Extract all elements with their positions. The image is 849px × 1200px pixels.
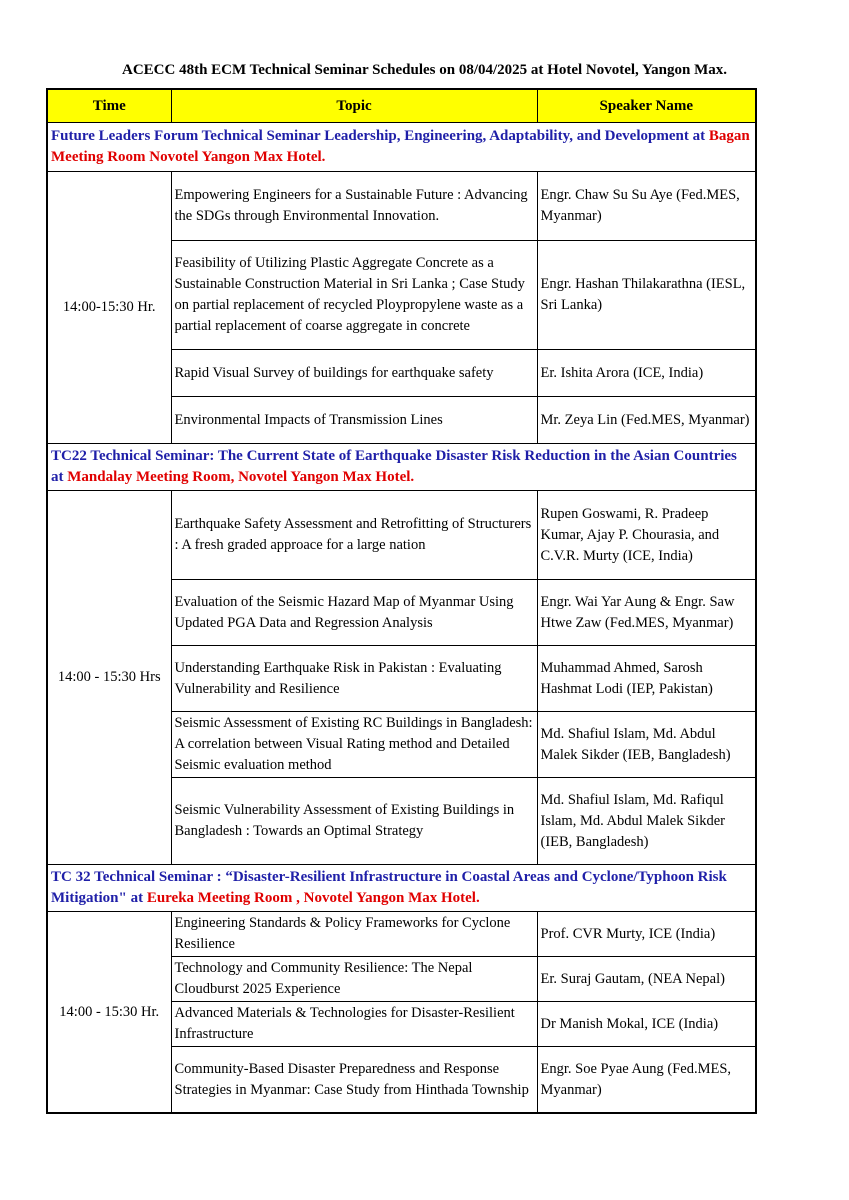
- table-header-row: [47, 89, 756, 123]
- section-title: TC 32 Technical Seminar : “Disaster-Resilient Infrastructure in Coastal Areas and Cyclone/Typhoon Risk Mitigation" at: [51, 869, 727, 906]
- topic-cell: Engineering Standards & Policy Frameworks for Cyclone Resilience: [171, 912, 537, 957]
- topic-cell: Evaluation of the Seismic Hazard Map of Myanmar Using Updated PGA Data and Regression Analysis: [171, 580, 537, 646]
- topic-cell: Rapid Visual Survey of buildings for earthquake safety: [171, 350, 537, 397]
- topic-cell: Earthquake Safety Assessment and Retrofitting of Structurers : A fresh graded approace for a large nation: [171, 491, 537, 580]
- section-row: [47, 444, 756, 491]
- header-speaker: Speaker Name: [537, 89, 756, 123]
- table-row: [47, 912, 756, 957]
- section-heading: [47, 444, 756, 491]
- section-title: TC22 Technical Seminar: The Current State of Earthquake Disaster Risk Reduction in the Asian Countries at: [51, 448, 737, 485]
- header-time: Time: [47, 89, 171, 123]
- topic-cell: Seismic Assessment of Existing RC Buildings in Bangladesh: A correlation between Visual Rating method and Detailed Seismic evaluation method: [171, 712, 537, 778]
- topic-cell: Empowering Engineers for a Sustainable Future : Advancing the SDGs through Environmental Innovation.: [171, 172, 537, 241]
- speaker-cell: Engr. Wai Yar Aung & Engr. Saw Htwe Zaw (Fed.MES, Myanmar): [537, 580, 756, 646]
- section-venue: Eureka Meeting Room , Novotel Yangon Max Hotel.: [146, 890, 480, 906]
- page-title: ACECC 48th ECM Technical Seminar Schedules on 08/04/2025 at Hotel Novotel, Yangon Max.: [121, 62, 728, 78]
- topic-cell: Advanced Materials & Technologies for Disaster-Resilient Infrastructure: [171, 1002, 537, 1047]
- speaker-cell: Engr. Chaw Su Su Aye (Fed.MES, Myanmar): [537, 172, 756, 241]
- section-row: [47, 865, 756, 912]
- section-heading: [47, 865, 756, 912]
- speaker-cell: Md. Shafiul Islam, Md. Rafiqul Islam, Md. Abdul Malek Sikder (IEB, Bangladesh): [537, 778, 756, 865]
- time-cell: 14:00 - 15:30 Hr.: [47, 912, 171, 1114]
- speaker-cell: Engr. Soe Pyae Aung (Fed.MES, Myanmar): [537, 1047, 756, 1114]
- topic-cell: Environmental Impacts of Transmission Lines: [171, 397, 537, 444]
- section-row: [47, 123, 756, 172]
- table-row: [47, 491, 756, 580]
- schedule-table: [46, 88, 757, 1114]
- section-venue: Mandalay Meeting Room, Novotel Yangon Max Hotel.: [67, 469, 415, 485]
- header-topic: Topic: [171, 89, 537, 123]
- topic-cell: Community-Based Disaster Preparedness and Response Strategies in Myanmar: Case Study from Hinthada Township: [171, 1047, 537, 1114]
- section-venue: Bagan Meeting Room Novotel Yangon Max Hotel.: [51, 128, 750, 165]
- speaker-cell: Er. Suraj Gautam, (NEA Nepal): [537, 957, 756, 1002]
- topic-cell: Feasibility of Utilizing Plastic Aggregate Concrete as a Sustainable Construction Material in Sri Lanka ; Case Study on partial replacement of recycled Ploypropylene waste as a partial replacement of coarse aggregate in concrete: [171, 241, 537, 350]
- speaker-cell: Engr. Hashan Thilakarathna (IESL, Sri Lanka): [537, 241, 756, 350]
- time-cell: 14:00 - 15:30 Hrs: [47, 491, 171, 865]
- topic-cell: Seismic Vulnerability Assessment of Existing Buildings in Bangladesh : Towards an Optimal Strategy: [171, 778, 537, 865]
- speaker-cell: Mr. Zeya Lin (Fed.MES, Myanmar): [537, 397, 756, 444]
- section-heading: [47, 123, 756, 172]
- speaker-cell: Er. Ishita Arora (ICE, India): [537, 350, 756, 397]
- speaker-cell: Dr Manish Mokal, ICE (India): [537, 1002, 756, 1047]
- speaker-cell: Rupen Goswami, R. Pradeep Kumar, Ajay P. Chourasia, and C.V.R. Murty (ICE, India): [537, 491, 756, 580]
- topic-cell: Technology and Community Resilience: The Nepal Cloudburst 2025 Experience: [171, 957, 537, 1002]
- table-row: [47, 172, 756, 241]
- time-cell: 14:00-15:30 Hr.: [47, 172, 171, 444]
- speaker-cell: Muhammad Ahmed, Sarosh Hashmat Lodi (IEP, Pakistan): [537, 646, 756, 712]
- speaker-cell: Md. Shafiul Islam, Md. Abdul Malek Sikder (IEB, Bangladesh): [537, 712, 756, 778]
- topic-cell: Understanding Earthquake Risk in Pakistan : Evaluating Vulnerability and Resilience: [171, 646, 537, 712]
- section-title: Future Leaders Forum Technical Seminar Leadership, Engineering, Adaptability, and Development at: [51, 128, 709, 144]
- speaker-cell: Prof. CVR Murty, ICE (India): [537, 912, 756, 957]
